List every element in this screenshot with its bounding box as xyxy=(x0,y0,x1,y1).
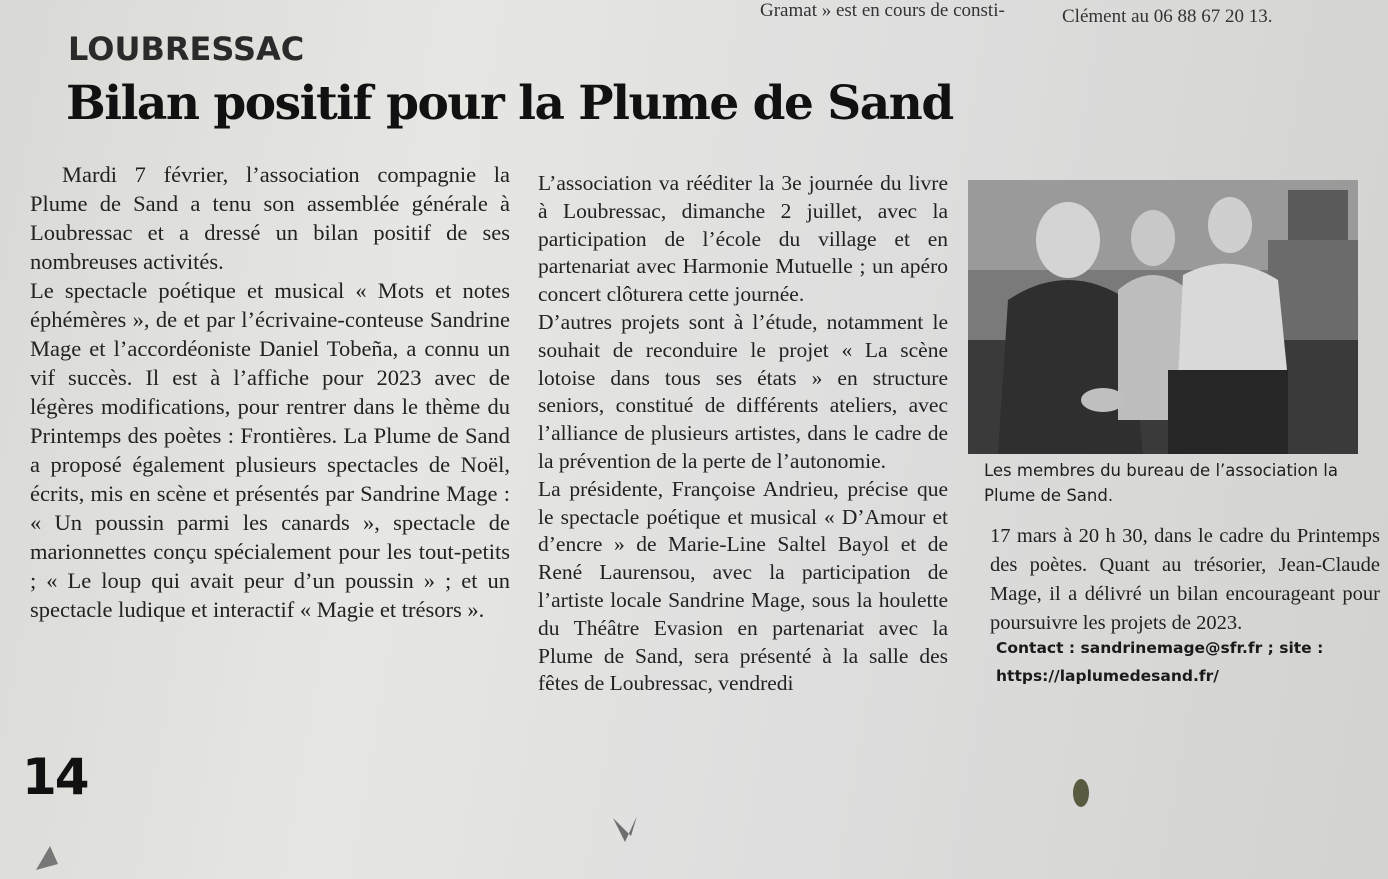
paragraph-journee-livre: L’association va rééditer la 3e journée du livre à Loubressac, dimanche 2 juillet, avec la participation de l’école du village et en partenariat avec Harmonie Mutuelle ; un apéro concert clôturera cette journée. xyxy=(538,171,948,307)
paragraph-spectacles: Le spectacle poétique et musical « Mots et notes éphémères », de et par l’écrivaine-conteuse Sandrine Mage et l’accordéoniste Daniel Tobeña, a connu un vif succès. Il est à l’affiche pour 2023 avec de légères modifications, pour rentrer dans le thème du Printemps des poètes : Frontières. La Plume de Sand a proposé également plusieurs spectacles de Noël, écrits, mis en scène et présentés par Sandrine Mage : « Un poussin parmi les canards », spectacle de marionnettes conçu spécialement pour les tout-petits ; « Le loup qui avait peur d’un poussin » ; et un spectacle ludique et interactif « Magie et trésors ». xyxy=(30,278,510,622)
article-photo xyxy=(968,180,1358,454)
top-strip xyxy=(760,0,1360,30)
paper-crease-mark xyxy=(605,810,645,850)
section-kicker: LOUBRESSAC xyxy=(68,30,305,68)
photo-caption: Les membres du bureau de l’association la Plume de Sand. xyxy=(984,461,1338,505)
photo-illustration xyxy=(968,180,1358,454)
previous-article-phone: Clément au 06 88 67 20 13. xyxy=(1062,6,1273,27)
article-column-3: 17 mars à 20 h 30, dans le cadre du Printemps des poètes. Quant au trésorier, Jean-Claude Mage, il a délivré un bilan encourageant pour poursuivre les projets de 2023. xyxy=(990,525,1380,634)
article-column-1 xyxy=(30,160,510,624)
paragraph-projets: D’autres projets sont à l’étude, notamment le souhait de reconduire le projet « La scène lotoise dans tous ses états » en structure seniors, constitué de différents ateliers, avec l’alliance de plusieurs artistes, dans le cadre de la prévention de la perte de l’autonomie. xyxy=(538,309,948,473)
paper-crease-mark-3 xyxy=(30,840,70,879)
paper-crease-mark-2 xyxy=(1066,775,1096,815)
article-column-2 xyxy=(538,170,948,698)
paragraph-presidente: La présidente, Françoise Andrieu, précise que le spectacle poétique et musical « D’Amour et d’encre » de Marie-Line Saltel Bayol et de René Laurensou, avec la participation de l’artiste locale Sandrine Mage, sous la houlette du Théâtre Evasion en partenariat avec la Plume de Sand, sera présenté à la salle des fêtes de Loubressac, vendredi xyxy=(538,476,948,696)
paragraph-intro: Mardi 7 février, l’association compagnie la Plume de Sand a tenu son assemblée générale à Loubressac et a dressé un bilan positif de ses nombreuses activités. xyxy=(30,162,510,274)
article-headline: Bilan positif pour la Plume de Sand xyxy=(66,76,953,131)
previous-article-fragment: Gramat » est en cours de consti- xyxy=(760,0,1005,21)
contact-line: Contact : sandrinemage@sfr.fr ; site : https://laplumedesand.fr/ xyxy=(996,639,1324,685)
page-number: 14 xyxy=(22,748,88,806)
